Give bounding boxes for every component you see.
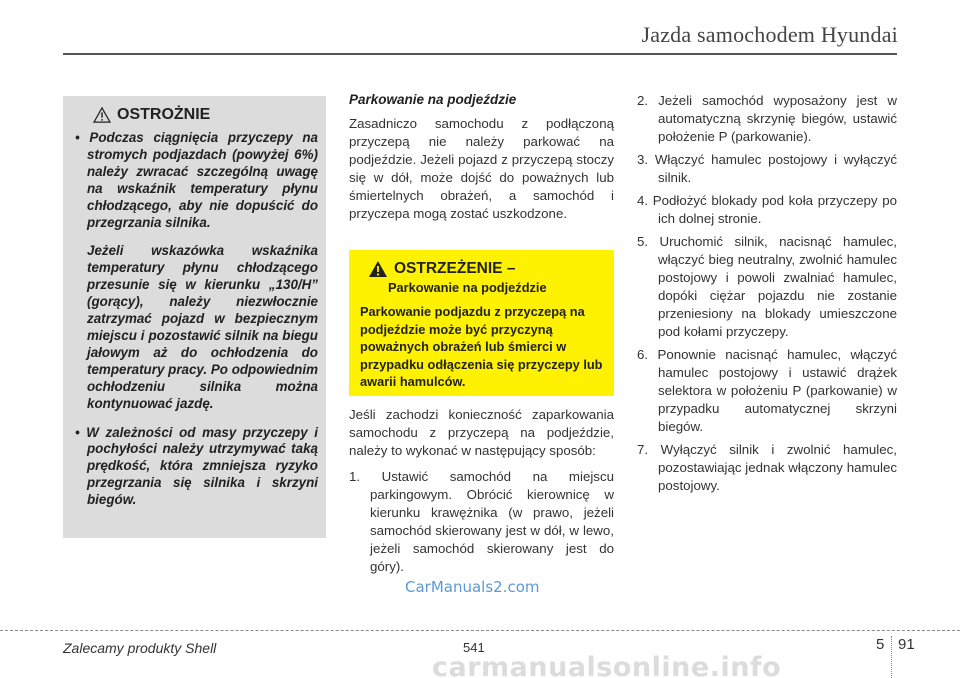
parking-section [349,92,614,223]
warning-triangle-icon [93,107,111,123]
caution-title: OSTROŻNIE [117,106,211,123]
watermark-link[interactable]: CarManuals2.com [405,578,540,596]
footer-rule [0,630,960,631]
warning-triangle-icon [368,260,388,278]
bottom-watermark: carmanualsonline.info [432,652,782,678]
step-item: 4. Podłożyć blokady pod koła przyczepy po ich dolnej stronie. [637,193,897,226]
footer-page-number: 91 [898,636,915,653]
section-heading: Parkowanie na podjeździe [349,92,517,107]
warning-box [349,250,614,396]
warning-subtitle: Parkowanie na podjeździe [388,280,547,295]
warning-title: OSTRZEŻENIE – [394,260,516,277]
parking-instructions [349,406,614,576]
footer-section-number: 5 [876,636,885,653]
caution-item: • Podczas ciągnięcia przyczepy na stromych podjazdach (powyżej 6%) należy zwracać szczególną uwagę na wskaźnik temperatury płynu chłodzącego, aby nie dopuścić do przegrzania silnika. [75,130,318,230]
footer-left-text: Zalecamy produkty Shell [63,640,217,656]
step-item: 6. Ponownie nacisnąć hamulec, włączyć hamulec postojowy i ustawić drążek selektora w położeniu P (parkowanie) w przypadku automatycznej skrzyni biegów. [637,347,897,434]
caution-item: Jeżeli wskazówka wskaźnika temperatury płynu chłodzącego przesunie się w kierunku „130/H” (gorący), należy niezwłocznie zatrzymać pojazd w bezpiecznym miejscu i pozostawić silnik na biegu jałowym aż do ochłodzenia do temperatury pracy. Po odpowiednim ochłodzeniu silnika można kontynuować jazdę. [87,243,318,411]
parking-intro: Zasadniczo samochodu z podłączoną przyczepą nie należy parkować na podjeździe. Jeżeli pojazd z przyczepą stoczy się w dół, może dojść do poważnych lub śmiertelnych obrażeń, a samochód i przyczepa mogą zostać uszkodzone. [349,116,614,221]
steps-list [349,468,614,576]
step-item: 3. Włączyć hamulec postojowy i wyłączyć silnik. [637,152,897,185]
caution-list [75,130,318,509]
step-item: 7. Wyłączyć silnik i zwolnić hamulec, pozostawiając jednak włączony hamulec postojowy. [637,442,897,493]
caution-item: • W zależności od masy przyczepy i pochyłości należy utrzymywać taką prędkość, która zmniejsza ryzyko przegrzania się silnika i skrzyni biegów. [75,424,318,508]
caution-header [93,106,318,124]
warning-body: Parkowanie podjazdu z przyczepą na podjeździe może być przyczyną poważnych obrażeń lub śmierci w przypadku odłączenia się przyczepy lub awarii hamulców. [360,304,603,389]
caution-box [63,96,326,538]
step-item: 5. Uruchomić silnik, nacisnąć hamulec, włączyć bieg neutralny, zwolnić hamulec postojowy i powoli zwalniać hamulec, dopóki ciężar pojazdu nie zostanie przeniesiony na blokady umieszczone pod kołami przyczepy. [637,234,897,339]
steps-continued [637,92,897,500]
page-header-title: Jazda samochodem Hyundai [641,22,898,47]
step-item: 1. Ustawić samochód na miejscu parkingowym. Obrócić kierownicę w kierunku krawężnika (w prawo, jeżeli samochód skierowany jest w dół, w lewo, jeżeli samochód skierowany jest do góry). [349,469,614,574]
parking-lead: Jeśli zachodzi konieczność zaparkowania samochodu z przyczepą na podjeździe, należy to wykonać w następujący sposób: [349,407,614,458]
header-rule [63,53,897,55]
warning-header [368,260,604,278]
steps-list [637,92,897,495]
footer-center-number: 541 [463,640,485,655]
step-item: 2. Jeżeli samochód wyposażony jest w automatyczną skrzynię biegów, ustawić położenie P (parkowanie). [637,93,897,144]
